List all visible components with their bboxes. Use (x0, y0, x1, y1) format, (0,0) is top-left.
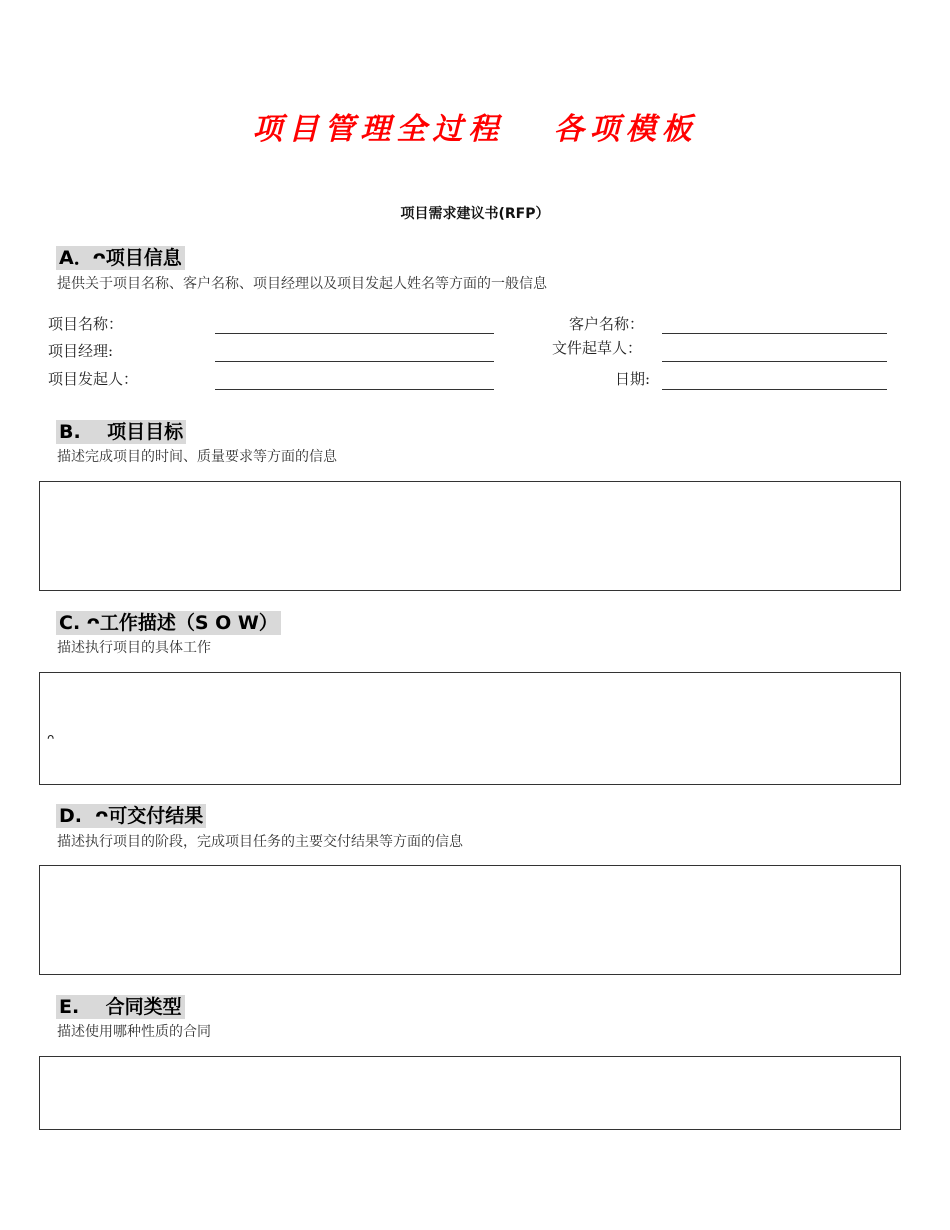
section-b-description: 描述完成项目的时间、质量要求等方面的信息 (57, 449, 337, 465)
project-manager-label: 项目经理: (48, 342, 114, 360)
date-label: 日期: (615, 370, 651, 388)
doc-drafter-field[interactable] (662, 361, 887, 362)
deliverables-box[interactable] (39, 865, 901, 975)
project-objectives-box[interactable] (39, 481, 901, 591)
date-field[interactable] (662, 389, 887, 390)
project-sponsor-field[interactable] (215, 389, 494, 390)
section-b-heading: B. 项目目标 (56, 420, 186, 444)
document-subtitle: 项目需求建议书(RFP） (400, 206, 550, 222)
document-main-title: 项目管理全过程 各项模板 (252, 112, 698, 147)
project-name-label: 项目名称： (48, 315, 124, 333)
client-name-field[interactable] (662, 333, 887, 334)
statement-of-work-box[interactable] (39, 672, 901, 785)
project-manager-field[interactable] (215, 361, 494, 362)
section-a-description: 提供关于项目名称、客户名称、项目经理以及项目发起人姓名等方面的一般信息 (57, 276, 547, 292)
project-sponsor-label: 项目发起人： (48, 370, 139, 388)
section-d-description: 描述执行项目的阶段，完成项目任务的主要交付结果等方面的信息 (57, 834, 463, 850)
section-d-heading: D. ᴖ可交付结果 (56, 804, 206, 828)
client-name-label: 客户名称： (569, 315, 645, 333)
paragraph-mark: ᴖ (47, 731, 55, 745)
doc-drafter-label: 文件起草人： (552, 339, 643, 357)
section-e-description: 描述使用哪种性质的合同 (57, 1024, 211, 1040)
section-c-heading: C. ᴖ工作描述（S O W） (56, 611, 281, 635)
section-c-description: 描述执行项目的具体工作 (57, 640, 211, 656)
section-e-heading: E. 合同类型 (56, 995, 185, 1019)
project-name-field[interactable] (215, 333, 494, 334)
section-a-heading: A．ᴖ项目信息 (56, 246, 185, 270)
contract-type-box[interactable] (39, 1056, 901, 1130)
